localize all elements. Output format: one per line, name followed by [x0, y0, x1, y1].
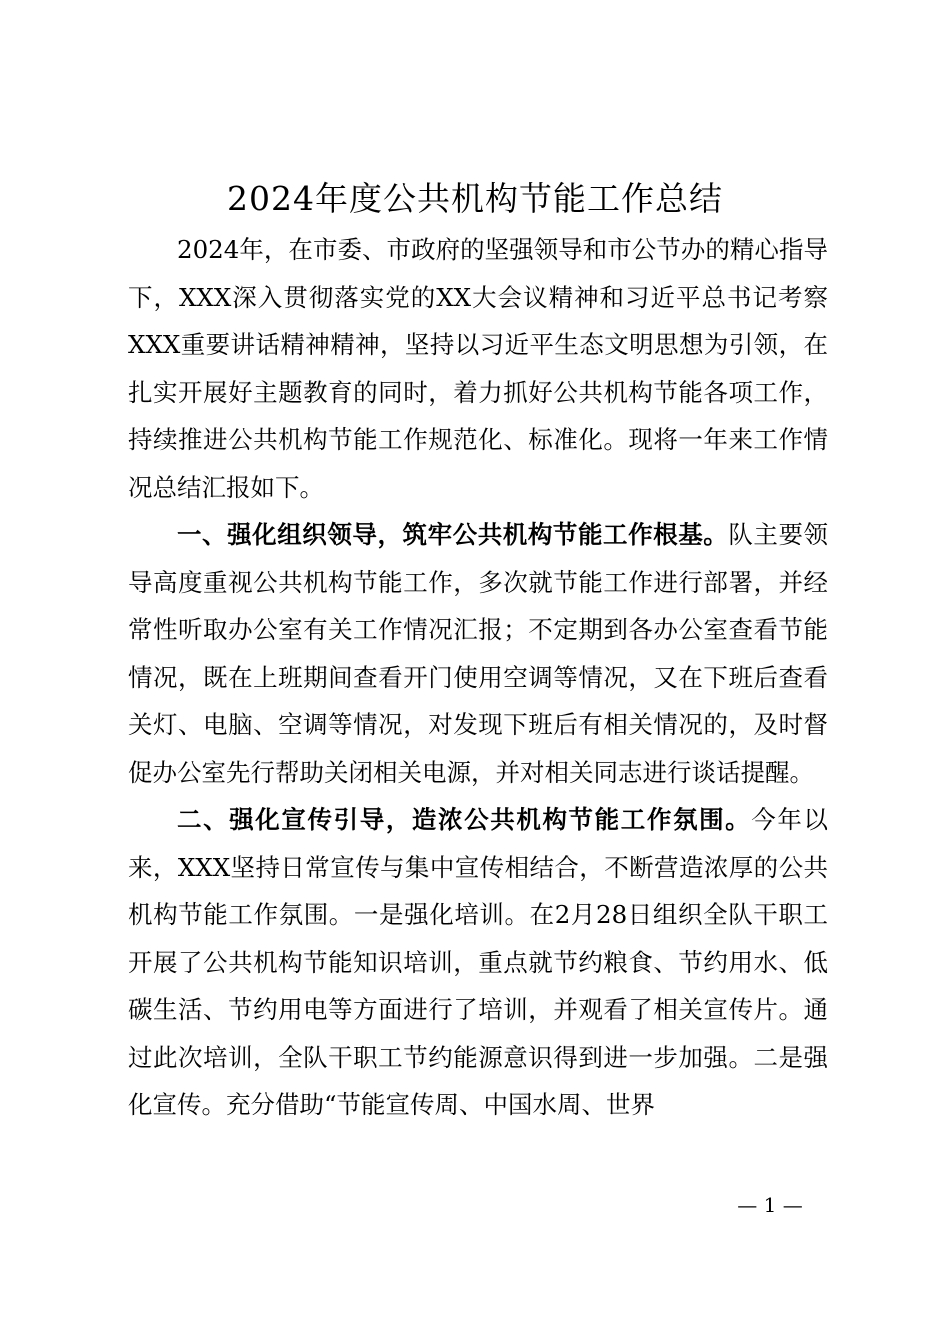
section-heading-1: 一、强化组织领导，筑牢公共机构节能工作根基。 — [177, 520, 729, 549]
document-body — [128, 226, 828, 1129]
section-paragraph-2 — [128, 796, 828, 1129]
intro-paragraph: 2024年，在市委、市政府的坚强领导和市公节办的精心指导下，XXX深入贯彻落实党的XX大会议精神和习近平总书记考察XXX重要讲话精神精神，坚持以习近平生态文明思想为引领，在扎实开展好主题教育的同时，着力抓好公共机构节能各项工作，持续推进公共机构节能工作规范化、标准化。现将一年来工作情况总结汇报如下。 — [128, 235, 828, 502]
section-heading-2: 二、强化宣传引导，造浓公共机构节能工作氛围。 — [177, 805, 752, 834]
section-body-2: 今年以来，XXX坚持日常宣传与集中宣传相结合，不断营造浓厚的公共机构节能工作氛围。一是强化培训。在2月28日组织全队干职工开展了公共机构节能知识培训，重点就节约粮食、节约用水、低碳生活、节约用电等方面进行了培训，并观看了相关宣传片。通过此次培训，全队干职工节约能源意识得到进一步加强。二是强化宣传。充分借助“节能宣传周、中国水周、世界 — [128, 805, 829, 1119]
section-body-1: 队主要领导高度重视公共机构节能工作，多次就节能工作进行部署，并经常性听取办公室有关工作情况汇报；不定期到各办公室查看节能情况，既在上班期间查看开门使用空调等情况，又在下班后查看关灯、电脑、空调等情况，对发现下班后有相关情况的，及时督促办公室先行帮助关闭相关电源，并对相关同志进行谈话提醒。 — [128, 520, 829, 787]
section-paragraph-1 — [128, 511, 828, 796]
page-number: — 1 — — [737, 1193, 803, 1217]
document-title: 2024年度公共机构节能工作总结 — [227, 179, 723, 218]
